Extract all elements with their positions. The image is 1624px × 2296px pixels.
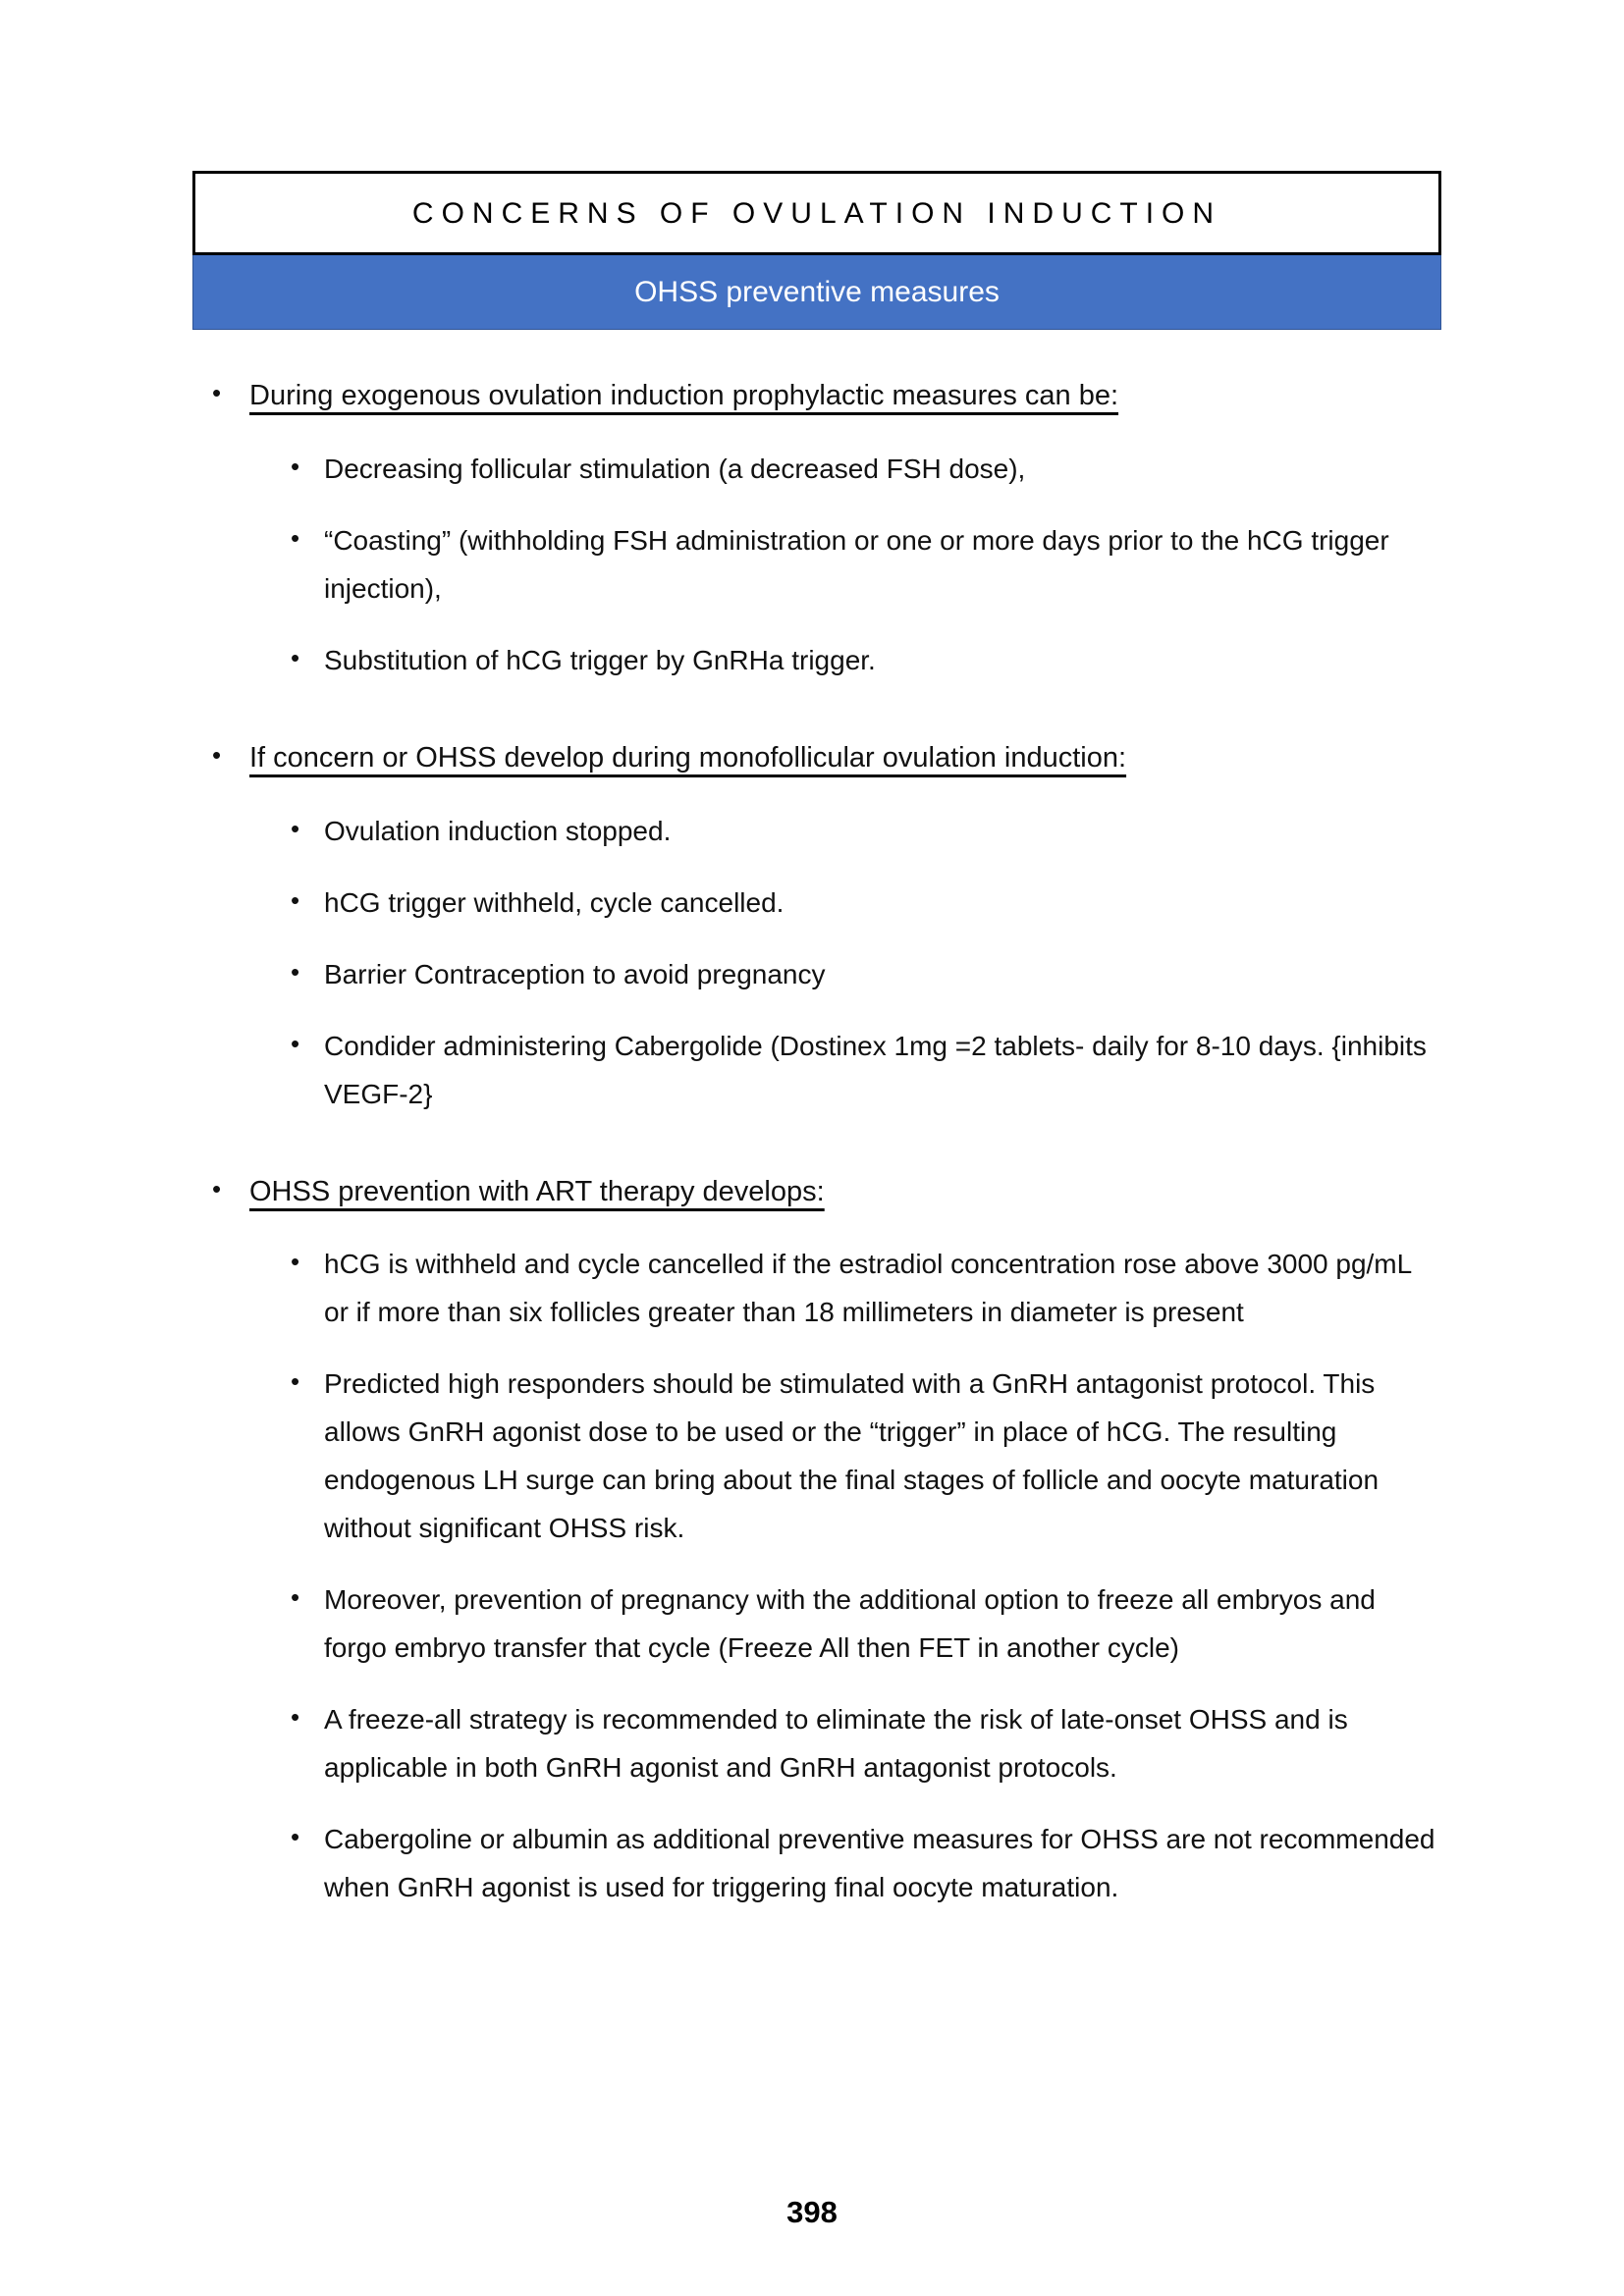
item-text: Decreasing follicular stimulation (a decreased FSH dose),	[324, 453, 1026, 484]
item-text: Substitution of hCG trigger by GnRHa trigger.	[324, 644, 876, 675]
bullet-item	[192, 445, 1441, 493]
bullet-item	[192, 1360, 1441, 1552]
section-heading-row	[192, 371, 1441, 421]
item-text: “Coasting” (withholding FSH administration or one or more days prior to the hCG trigger injection),	[324, 524, 1389, 604]
page-title: CONCERNS OF OVULATION INDUCTION	[192, 171, 1441, 255]
bullet-dot-icon: •	[291, 956, 300, 987]
bullet-item	[192, 879, 1441, 927]
section-heading: OHSS prevention with ART therapy develops:	[249, 1175, 825, 1207]
bullet-dot-icon: •	[291, 884, 300, 915]
bullet-item	[192, 516, 1441, 613]
item-text: hCG trigger withheld, cycle cancelled.	[324, 886, 785, 918]
bullet-dot-icon: •	[291, 522, 300, 553]
bullet-item	[192, 636, 1441, 684]
bullet-dot-icon: •	[291, 1702, 300, 1733]
section-2	[192, 733, 1441, 1118]
item-text: Moreover, prevention of pregnancy with the additional option to freeze all embryos and forgo embryo transfer that cycle (Freeze All then FET in another cycle)	[324, 1584, 1376, 1664]
body-content	[192, 346, 1441, 1935]
item-text: Cabergoline or albumin as additional preventive measures for OHSS are not recommended when GnRH agonist is used for triggering final oocyte maturation.	[324, 1824, 1435, 1903]
bullet-dot-icon: •	[212, 1173, 222, 1203]
bullet-dot-icon: •	[291, 1247, 300, 1277]
section-banner: OHSS preventive measures	[192, 255, 1441, 330]
section-heading: If concern or OHSS develop during monofollicular ovulation induction:	[249, 741, 1127, 774]
item-text: hCG is withheld and cycle cancelled if the estradiol concentration rose above 3000 pg/mL or if more than six follicles greater than 18 millimeters in diameter is present	[324, 1249, 1412, 1328]
page-number: 398	[786, 2195, 838, 2229]
bullet-dot-icon: •	[291, 1366, 300, 1397]
bullet-dot-icon: •	[291, 1028, 300, 1058]
bullet-dot-icon: •	[291, 813, 300, 843]
section-heading-row	[192, 733, 1441, 783]
bullet-dot-icon: •	[212, 739, 222, 770]
bullet-dot-icon: •	[291, 451, 300, 481]
bullet-dot-icon: •	[291, 1582, 300, 1613]
bullet-dot-icon: •	[291, 1822, 300, 1852]
bullet-item	[192, 1815, 1441, 1911]
bullet-item	[192, 1575, 1441, 1672]
item-text: Ovulation induction stopped.	[324, 815, 672, 846]
section-3	[192, 1167, 1441, 1912]
header-box	[192, 171, 1441, 330]
section-1	[192, 371, 1441, 684]
bullet-item	[192, 950, 1441, 998]
section-heading-row	[192, 1167, 1441, 1217]
section-heading: During exogenous ovulation induction prophylactic measures can be:	[249, 380, 1119, 411]
bullet-item	[192, 1240, 1441, 1336]
bullet-item	[192, 1695, 1441, 1791]
item-text: A freeze-all strategy is recommended to eliminate the risk of late-onset OHSS and is applicable in both GnRH agonist and GnRH antagonist protocols.	[324, 1704, 1348, 1784]
item-text: Predicted high responders should be stimulated with a GnRH antagonist protocol. This allows GnRH agonist dose to be used or the “trigger” in place of hCG. The resulting endogenous LH surge can bring about the final stages of follicle and oocyte maturation without significant OHSS risk.	[324, 1368, 1380, 1544]
bullet-dot-icon: •	[291, 642, 300, 672]
item-text: Barrier Contraception to avoid pregnancy	[324, 958, 826, 989]
bullet-item	[192, 807, 1441, 855]
item-text: Condider administering Cabergolide (Dostinex 1mg =2 tablets- daily for 8-10 days. {inhibits VEGF-2}	[324, 1030, 1427, 1109]
bullet-dot-icon: •	[212, 378, 222, 407]
bullet-item	[192, 1022, 1441, 1118]
